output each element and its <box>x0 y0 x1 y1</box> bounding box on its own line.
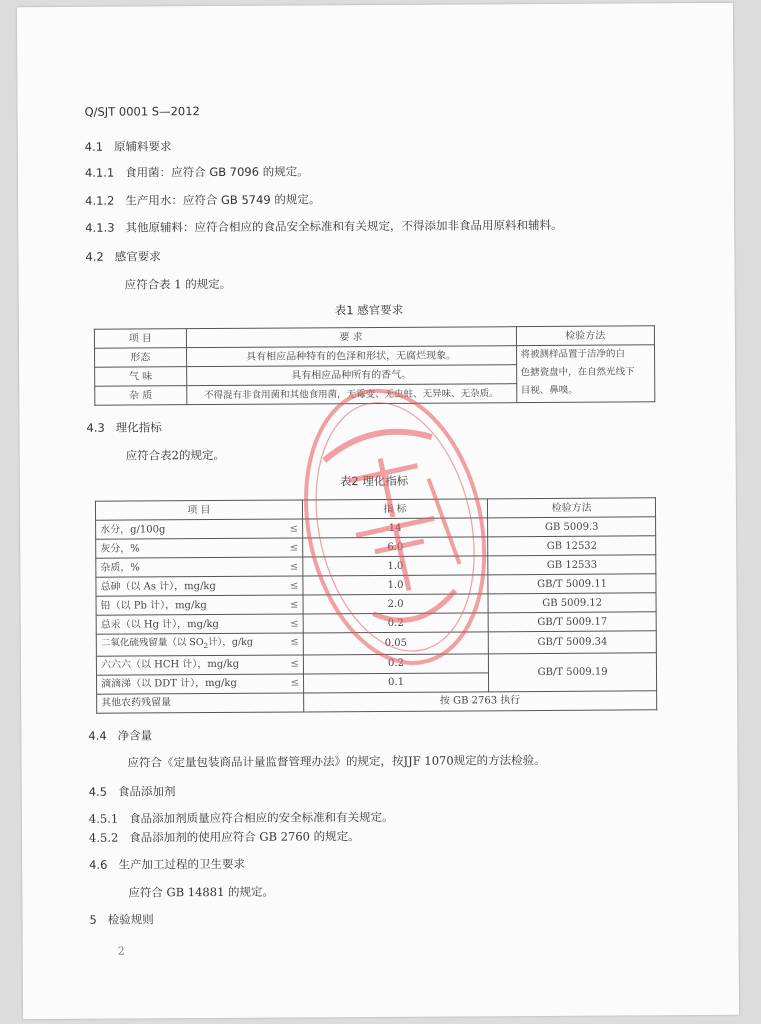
table-cell: GB/T 5009.19 <box>489 653 657 692</box>
table-cell: 形态 <box>95 348 187 368</box>
table2-caption: 表2 理化指标 <box>339 473 409 489</box>
table-cell <box>96 655 303 675</box>
table-cell: GB/T 5009.34 <box>489 631 657 654</box>
method-line: 将被测样品置于洁净的白 <box>520 348 626 361</box>
section-4-6-body: 应符合 GB 14881 的规定。 <box>128 884 275 900</box>
item-label: 计），g/kg <box>208 636 254 649</box>
table-cell: GB/T 5009.11 <box>488 574 656 594</box>
operator: ≤ <box>290 677 299 689</box>
table-cell: 14 <box>302 518 488 538</box>
table-cell <box>96 557 303 577</box>
section-title: 检验规则 <box>107 912 154 927</box>
section-title: 净含量 <box>117 728 153 743</box>
operator: ≤ <box>290 658 299 670</box>
table-cell: GB 12533 <box>488 555 656 575</box>
section-number: 4.1.2 <box>85 193 115 208</box>
subscript: 2 <box>203 641 209 650</box>
section-number: 5 <box>89 912 97 927</box>
method-line: 目视、鼻嗅。 <box>520 384 578 397</box>
section-number: 4.3 <box>86 420 105 435</box>
item-label: 总砷（以 As 计），mg/kg <box>100 580 216 593</box>
table-cell: GB 5009.3 <box>488 517 656 537</box>
section-4-3-body: 应符合表2的规定。 <box>125 447 226 463</box>
table2-physicochemical <box>95 497 657 713</box>
item-label: 六六六（以 HCH 计），mg/kg <box>100 659 240 672</box>
table-header-cell: 项 目 <box>95 500 302 520</box>
seal-glyph-mark <box>321 422 432 460</box>
table-cell: 气 味 <box>95 367 187 387</box>
table-cell: 其他农药残留量 <box>97 693 304 713</box>
section-text: 生产用水：应符合 GB 5749 的规定。 <box>125 192 321 208</box>
section-number: 4.4 <box>88 728 107 743</box>
table-row <box>97 691 657 713</box>
section-number: 4.1 <box>84 139 104 154</box>
table-cell: 2.0 <box>303 594 489 614</box>
item-label: 滴滴涕（以 DDT 计），mg/kg <box>101 678 237 691</box>
section-4-1 <box>85 139 172 154</box>
item-label: 二氧化硫残留量（以 SO <box>100 637 204 649</box>
table-cell: 0.2 <box>303 654 489 674</box>
table-cell: 按 GB 2763 执行 <box>303 691 656 712</box>
table-cell: GB/T 5009.17 <box>488 612 656 632</box>
section-number: 4.5.1 <box>88 811 119 826</box>
table-cell <box>96 674 303 694</box>
item-label: 铅（以 Pb 计），mg/kg <box>100 599 207 612</box>
document-id: Q/SJT 0001 S—2012 <box>84 104 200 119</box>
table1-caption: 表1 感官要求 <box>334 302 404 318</box>
section-4-6 <box>89 857 245 872</box>
section-number: 4.5.2 <box>88 830 119 845</box>
section-4-5-2 <box>89 829 360 845</box>
section-number: 4.1.3 <box>85 220 115 235</box>
section-title: 食品添加剂 <box>117 784 176 799</box>
table-header-cell: 检验方法 <box>488 498 656 518</box>
table-row <box>95 345 655 367</box>
section-4-4-body: 应符合《定量包装商品计量监督管理办法》的规定，按JJF 1070规定的方法检验。 <box>127 752 546 770</box>
table-cell <box>96 519 303 539</box>
table-cell: 1.0 <box>303 575 489 595</box>
table-cell: 6.0 <box>302 537 488 557</box>
section-5 <box>89 912 153 926</box>
table1-method-cell <box>516 345 655 403</box>
table-cell: 杂 质 <box>95 386 187 406</box>
section-4-4 <box>88 728 152 742</box>
table-cell <box>96 595 303 615</box>
operator: ≤ <box>289 560 299 573</box>
table-cell: 0.2 <box>303 613 489 633</box>
section-number: 4.5 <box>88 784 108 799</box>
document-page <box>17 3 739 1019</box>
section-text: 食用菌：应符合 GB 7096 的规定。 <box>125 164 309 180</box>
table-cell <box>96 614 303 634</box>
table-cell: GB 12532 <box>488 536 656 556</box>
table-header-cell: 指 标 <box>302 499 488 519</box>
item-label: 水分，g/100g <box>100 523 166 536</box>
operator: ≤ <box>290 617 299 630</box>
operator: ≤ <box>289 579 299 592</box>
section-title: 原辅料要求 <box>113 139 172 154</box>
table-header-cell: 要 求 <box>186 327 516 348</box>
section-4-5-1 <box>89 810 394 826</box>
operator: ≤ <box>289 598 299 611</box>
section-text: 食品添加剂的使用应符合 GB 2760 的规定。 <box>129 829 360 845</box>
page-number: 2 <box>117 944 125 958</box>
section-text: 食品添加剂质量应符合相应的安全标准和有关规定。 <box>129 809 394 826</box>
table-cell: 0.05 <box>303 632 489 655</box>
section-4-3 <box>86 420 161 434</box>
section-number: 4.6 <box>89 857 108 872</box>
section-4-2-body: 应符合表 1 的规定。 <box>124 276 232 292</box>
section-4-2 <box>85 249 160 263</box>
table-cell <box>96 538 303 558</box>
table-row <box>96 653 656 675</box>
item-label: 杂质，% <box>100 561 140 574</box>
table-cell: 0.1 <box>303 673 489 693</box>
table1-sensory <box>94 325 655 405</box>
table-cell: 1.0 <box>303 556 489 576</box>
item-label: 总汞（以 Hg 计），mg/kg <box>100 618 219 631</box>
section-title: 感官要求 <box>114 249 161 264</box>
section-text: 其他原辅料：应符合相应的食品安全标准和有关规定，不得添加非食品用原料和辅料。 <box>125 217 563 235</box>
section-4-1-2 <box>85 192 320 207</box>
table-header-cell: 检验方法 <box>516 326 655 346</box>
table-header-cell: 项 目 <box>94 329 186 349</box>
operator: ≤ <box>289 541 299 554</box>
table-cell: 不得混有非食用菌和其他食用菌，无霉变、无虫蛀、无异味、无杂质。 <box>186 384 516 405</box>
operator: ≤ <box>290 636 299 648</box>
section-number: 4.2 <box>85 249 104 264</box>
operator: ≤ <box>289 522 298 535</box>
section-title: 生产加工过程的卫生要求 <box>118 856 245 872</box>
section-title: 理化指标 <box>115 420 162 435</box>
section-number: 4.1.1 <box>84 165 115 180</box>
section-4-1-1 <box>85 164 309 179</box>
item-label: 灰分，% <box>100 542 140 555</box>
table-cell <box>96 576 303 596</box>
section-4-5 <box>89 784 176 799</box>
table-cell <box>96 633 303 656</box>
section-4-1-3 <box>85 218 562 235</box>
table-cell: 具有相应品种特有的色泽和形状，无腐烂现象。 <box>186 346 516 367</box>
table-cell: 具有相应品种所有的香气。 <box>186 365 516 386</box>
table-cell: GB 5009.12 <box>488 593 656 613</box>
method-line: 色搪瓷盘中，在自然光线下 <box>520 366 635 379</box>
